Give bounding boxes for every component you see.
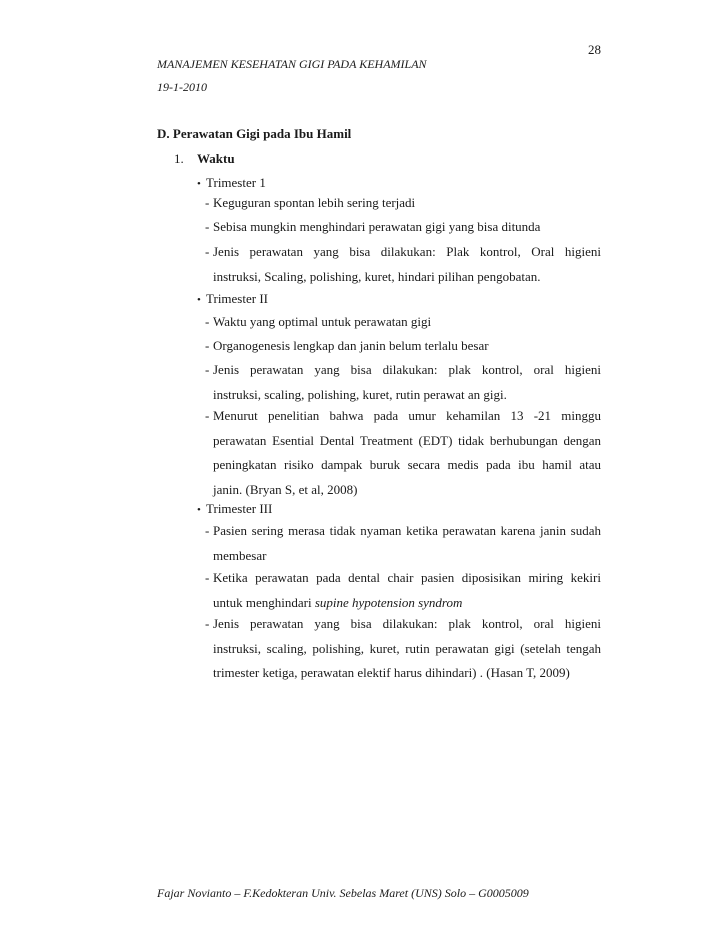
list-item [205,519,601,568]
item-text: trimester ketiga, perawatan elektif harus dihindari) . (Hasan T, 2009) [213,665,570,680]
item-text: Organogenesis lengkap dan janin belum terlalu besar [213,338,489,353]
footer: Fajar Novianto – F.Kedokteran Univ. Sebelas Maret (UNS) Solo – G0005009 [157,886,529,900]
item-text: instruksi, Scaling, polishing, kuret, hindari pilihan pengobatan. [213,268,541,284]
item-text: Jenis perawatan yang bisa dilakukan: Plak kontrol, Oral higieni [213,244,601,259]
bullet-label: Trimester III [206,501,273,516]
dash-marker: - [205,523,210,538]
item-text: Ketika perawatan pada dental chair pasien diposisikan miring kekiri [213,570,601,585]
list-item [205,191,601,216]
sub-heading-number: 1. [174,151,184,166]
item-text: Keguguran spontan lebih sering terjadi [213,195,416,210]
bullet-icon: • [197,504,201,516]
list-item [205,566,601,615]
list-item [205,310,601,335]
bullet-trimester-3 [197,501,272,517]
sub-heading [174,151,235,167]
item-text: instruksi, scaling, polishing, kuret, rutin perawatan gigi (setelah tengah [213,640,601,656]
section-heading: D. Perawatan Gigi pada Ibu Hamil [157,126,352,141]
dash-marker: - [205,408,210,423]
item-text: Sebisa mungkin menghindari perawatan gigi yang bisa ditunda [213,219,541,234]
bullet-label: Trimester 1 [206,175,266,190]
bullet-icon: • [197,294,201,306]
list-item [205,358,601,407]
page-number: 28 [588,42,601,57]
list-item [205,240,601,289]
item-text: janin. (Bryan S, et al, 2008) [213,481,358,497]
dash-marker: - [205,219,210,234]
item-text: untuk menghindari [213,594,315,610]
header-date: 19-1-2010 [157,80,207,94]
dash-marker: - [205,244,210,259]
bullet-icon: • [197,178,201,190]
dash-marker: - [205,362,210,377]
item-text: peningkatan risiko dampak buruk secara medis pada ibu hamil atau [213,457,601,472]
list-item [205,404,601,502]
bullet-trimester-1 [197,175,266,191]
dash-marker: - [205,570,210,585]
list-item [205,334,601,359]
item-text: Pasien sering merasa tidak nyaman ketika perawatan karena janin sudah [213,523,601,538]
item-text: Waktu yang optimal untuk perawatan gigi [213,314,432,329]
dash-marker: - [205,616,210,631]
item-text: Jenis perawatan yang bisa dilakukan: plak kontrol, oral higieni [213,616,601,631]
item-text: Jenis perawatan yang bisa dilakukan: plak kontrol, oral higieni [213,362,601,377]
bullet-label: Trimester II [206,291,268,306]
sub-heading-label: Waktu [197,151,235,166]
dash-marker: - [205,338,210,353]
item-text: membesar [213,547,267,563]
list-item [205,612,601,686]
item-text: Menurut penelitian bahwa pada umur kehamilan 13 -21 minggu [213,408,601,423]
item-text: instruksi, scaling, polishing, kuret, rutin perawat an gigi. [213,386,507,402]
item-text: perawatan Esential Dental Treatment (EDT) tidak berhubungan dengan [213,432,601,448]
emphasis-term: supine hypotension syndrom [314,594,463,610]
header-title: MANAJEMEN KESEHATAN GIGI PADA KEHAMILAN [157,57,427,71]
dash-marker: - [205,314,210,329]
dash-marker: - [205,195,210,210]
list-item [205,215,601,240]
bullet-trimester-2 [197,291,268,307]
